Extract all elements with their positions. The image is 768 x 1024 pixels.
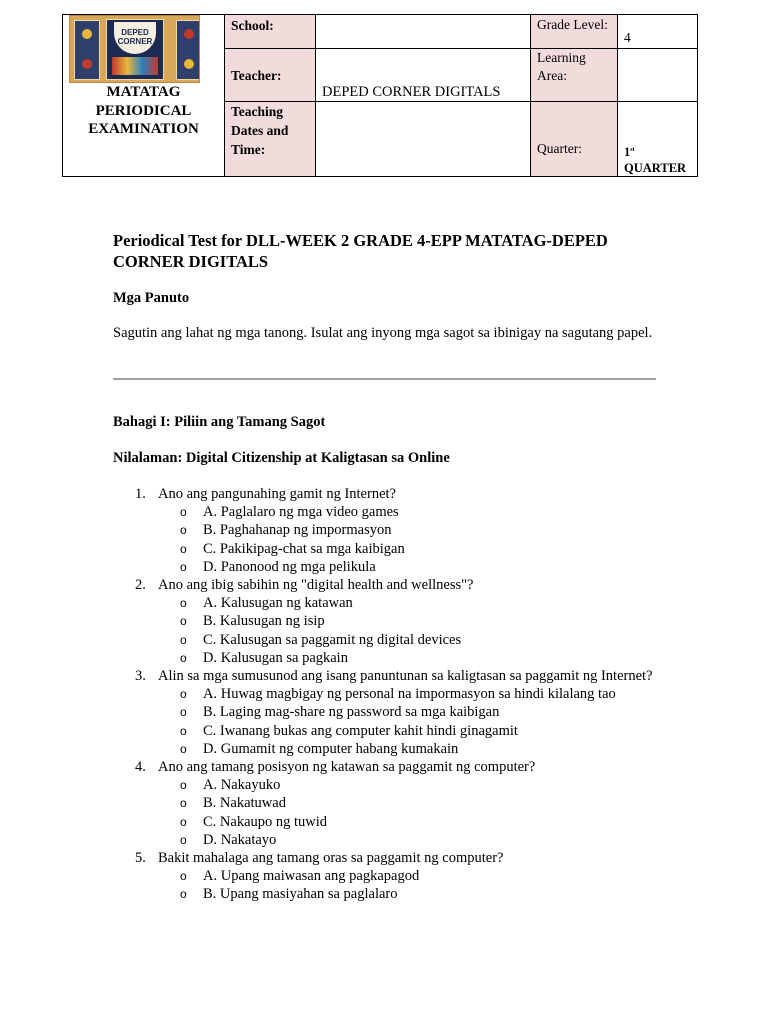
option-text: D. Kalusugan sa pagkain xyxy=(203,649,348,666)
option-text: C. Nakaupo ng tuwid xyxy=(203,813,328,830)
quarter-field[interactable]: 1st QUARTER xyxy=(618,102,698,177)
answer-option[interactable] xyxy=(158,649,673,667)
answer-option[interactable] xyxy=(158,776,673,794)
school-field[interactable] xyxy=(316,15,531,49)
teaching-dates-label: Teaching Dates and Time: xyxy=(225,102,316,177)
teacher-value: DEPED CORNER DIGITALS xyxy=(322,84,501,100)
logo-cell xyxy=(63,15,225,177)
option-bullet-icon: o xyxy=(180,650,187,665)
section-divider xyxy=(113,378,656,380)
option-bullet-icon: o xyxy=(180,541,187,556)
option-text: D. Gumamit ng computer habang kumakain xyxy=(203,740,459,757)
option-text: B. Upang masiyahan sa paglalaro xyxy=(203,886,398,903)
answer-option[interactable] xyxy=(158,885,673,903)
option-text: C. Iwanang bukas ang computer kahit hindi ginagamit xyxy=(203,722,518,739)
question-text: Ano ang pangunahing gamit ng Internet? xyxy=(158,486,396,502)
answer-option[interactable] xyxy=(158,558,673,576)
question-text: Ano ang ibig sabihin ng "digital health and wellness"? xyxy=(158,577,474,594)
option-text: C. Kalusugan sa paggamit ng digital devices xyxy=(203,631,462,648)
option-bullet-icon: o xyxy=(180,832,187,847)
question-text: Alin sa mga sumusunod ang isang panuntunan sa kaligtasan sa paggamit ng Internet? xyxy=(158,668,653,685)
question-text: Bakit mahalaga ang tamang oras sa paggamit ng computer? xyxy=(158,850,504,867)
question-item xyxy=(113,667,673,758)
teacher-label: Teacher: xyxy=(225,49,316,102)
option-list xyxy=(158,685,673,758)
option-list xyxy=(158,776,673,849)
option-bullet-icon: o xyxy=(180,559,187,574)
header-table xyxy=(62,14,698,177)
option-bullet-icon: o xyxy=(180,887,187,902)
question-number: 4. xyxy=(135,759,146,776)
answer-option[interactable] xyxy=(158,740,673,758)
option-list xyxy=(158,503,673,576)
instructions-text: Sagutin ang lahat ng mga tanong. Isulat ang inyong mga sagot sa ibinigay na sagutang papel. xyxy=(113,325,653,341)
option-text: A. Upang maiwasan ang pagkapagod xyxy=(203,868,420,885)
learning-area-label: Learning Area: xyxy=(531,49,618,102)
answer-option[interactable] xyxy=(158,503,673,521)
option-bullet-icon: o xyxy=(180,778,187,793)
answer-option[interactable] xyxy=(158,594,673,612)
quarter-value: QUARTER xyxy=(624,161,687,176)
answer-option[interactable] xyxy=(158,703,673,721)
option-bullet-icon: o xyxy=(180,632,187,647)
answer-option[interactable] xyxy=(158,813,673,831)
option-text: B. Kalusugan ng isip xyxy=(203,613,325,630)
answer-option[interactable] xyxy=(158,867,673,885)
content-heading: Nilalaman: Digital Citizenship at Kaligtasan sa Online xyxy=(113,450,450,466)
document-title: Periodical Test for DLL-WEEK 2 GRADE 4-EPP MATATAG-DEPED CORNER DIGITALS xyxy=(113,231,608,271)
deped-corner-logo xyxy=(69,15,200,83)
question-number: 3. xyxy=(135,668,146,685)
option-bullet-icon: o xyxy=(180,523,187,538)
answer-option[interactable] xyxy=(158,612,673,630)
question-item xyxy=(113,849,673,904)
option-bullet-icon: o xyxy=(180,796,187,811)
teaching-dates-field[interactable] xyxy=(316,102,531,177)
question-item xyxy=(113,758,673,849)
option-bullet-icon: o xyxy=(180,814,187,829)
question-number: 1. xyxy=(135,486,146,502)
answer-option[interactable] xyxy=(158,722,673,740)
option-bullet-icon: o xyxy=(180,687,187,702)
option-list xyxy=(158,594,673,667)
question-number: 2. xyxy=(135,577,146,594)
option-text: D. Panonood ng mga pelikula xyxy=(203,558,376,575)
option-list xyxy=(158,867,673,903)
answer-option[interactable] xyxy=(158,831,673,849)
question-item xyxy=(113,485,673,576)
answer-option[interactable] xyxy=(158,794,673,812)
option-text: B. Nakatuwad xyxy=(203,795,286,812)
answer-option[interactable] xyxy=(158,540,673,558)
document-body xyxy=(113,230,658,343)
answer-option[interactable] xyxy=(158,631,673,649)
instructions-heading: Mga Panuto xyxy=(113,290,190,306)
option-bullet-icon: o xyxy=(180,723,187,738)
option-text: D. Nakatayo xyxy=(203,831,277,848)
part-heading: Bahagi I: Piliin ang Tamang Sagot xyxy=(113,414,326,430)
question-item xyxy=(113,576,673,667)
option-text: A. Kalusugan ng katawan xyxy=(203,595,353,612)
question-text: Ano ang tamang posisyon ng katawan sa paggamit ng computer? xyxy=(158,759,536,776)
exam-title: MATATAG PERIODICAL EXAMINATION xyxy=(88,84,199,137)
option-text: A. Huwag magbigay ng personal na impormasyon sa hindi kilalang tao xyxy=(203,686,616,703)
answer-option[interactable] xyxy=(158,521,673,539)
option-bullet-icon: o xyxy=(180,705,187,720)
grade-level-field[interactable]: 4 xyxy=(618,15,698,49)
logo-text: DEPED CORNER xyxy=(114,22,156,54)
option-text: C. Pakikipag-chat sa mga kaibigan xyxy=(203,540,405,557)
question-list xyxy=(113,485,673,904)
option-bullet-icon: o xyxy=(180,741,187,756)
learning-area-field[interactable] xyxy=(618,49,698,102)
option-text: B. Laging mag-share ng password sa mga kaibigan xyxy=(203,704,500,721)
option-text: B. Paghahanap ng impormasyon xyxy=(203,522,392,539)
option-text: A. Paglalaro ng mga video games xyxy=(203,504,399,521)
grade-level-label: Grade Level: xyxy=(531,15,618,49)
teacher-field[interactable] xyxy=(316,49,531,102)
option-bullet-icon: o xyxy=(180,596,187,611)
option-text: A. Nakayuko xyxy=(203,777,281,794)
option-bullet-icon: o xyxy=(180,869,187,884)
option-bullet-icon: o xyxy=(180,505,187,520)
answer-option[interactable] xyxy=(158,685,673,703)
question-number: 5. xyxy=(135,850,146,867)
quarter-label: Quarter: xyxy=(531,102,618,177)
school-label: School: xyxy=(225,15,316,49)
option-bullet-icon: o xyxy=(180,614,187,629)
